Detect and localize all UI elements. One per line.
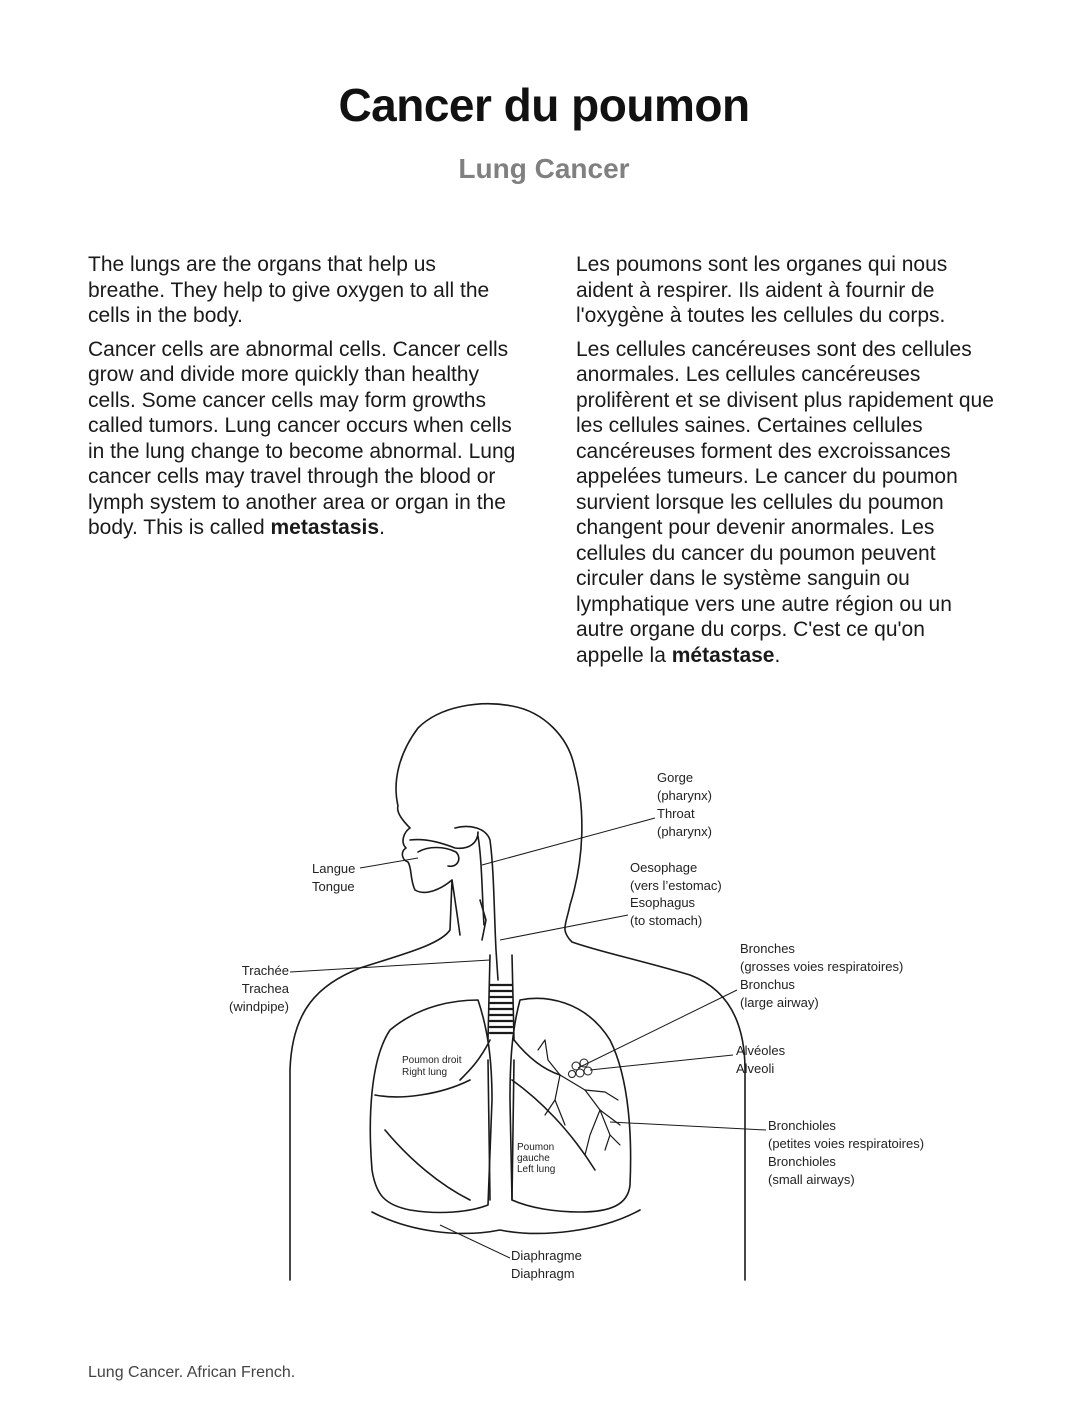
label-bronchioles-en: Bronchioles	[768, 1154, 836, 1169]
label-diaphragm-en: Diaphragm	[511, 1266, 575, 1281]
english-paragraph-2	[88, 337, 518, 541]
label-bronchioles-fr-sub: (petites voies respiratoires)	[768, 1136, 925, 1151]
label-esophagus-en-sub: (to stomach)	[630, 913, 703, 928]
page-subtitle: Lung Cancer	[458, 153, 630, 184]
label-alveoli-en: Alveoli	[736, 1061, 775, 1076]
french-paragraph-2-text: Les cellules cancéreuses sont des cellules anormales. Les cellules cancéreuses prolifèrent et se divisent plus rapidement que les cellules saines. Certaines cellules cancéreuses forment des excroissances appelées tumeurs. Le cancer du poumon survient lorsque les cellules du poumon changent pour devenir anormales. Les cellules du cancer du poumon peuvent circuler dans le système sanguin ou lymphatique vers une autre région ou un autre organe du corps. C'est ce qu'on appelle la	[576, 337, 994, 667]
label-right-lung-fr: Poumon droit	[402, 1055, 462, 1066]
label-right-lung-en: Right lung	[402, 1067, 448, 1078]
label-diaphragm-fr: Diaphragme	[511, 1248, 582, 1263]
label-bronchioles-en-sub: (small airways)	[768, 1172, 855, 1187]
label-alveoli-fr: Alvéoles	[736, 1043, 786, 1058]
label-trachea-fr: Trachée	[241, 963, 289, 978]
left-lung-outline	[510, 998, 631, 1212]
french-term-metastase: métastase	[671, 643, 775, 667]
page-title: Cancer du poumon	[338, 79, 750, 131]
label-bronchi-fr: Bronches	[740, 941, 795, 956]
french-paragraph-1: Les poumons sont les organes qui nous aident à respirer. Ils aident à fournir de l'oxygène à toutes les cellules du corps.	[576, 253, 948, 327]
label-throat-en-sub: (pharynx)	[657, 824, 712, 839]
diaphragm-outline	[372, 1210, 640, 1233]
label-bronchi-en: Bronchus	[740, 977, 795, 992]
label-throat-fr: Gorge	[657, 770, 694, 785]
label-esophagus-fr-sub: (vers l’estomac)	[630, 878, 722, 893]
bronchus-left	[514, 1040, 560, 1075]
page-footer: Lung Cancer. African French.	[88, 1364, 296, 1381]
english-paragraph-2-text: Cancer cells are abnormal cells. Cancer cells grow and divide more quickly than healthy cells. Some cancer cells may form growths called tumors. Lung cancer occurs when cells in the lung change to become abnormal. Lung cancer cells may travel through the blood or lymph system to another area or organ in the body. This is called	[88, 337, 516, 539]
label-throat-fr-sub: (pharynx)	[657, 788, 712, 803]
label-left-lung-fr-1: Poumon	[517, 1142, 555, 1153]
pharynx-outline	[455, 827, 498, 981]
right-lung-outline	[370, 1000, 492, 1212]
label-bronchi-en-sub: (large airway)	[740, 995, 819, 1010]
label-trachea-en: Trachea	[241, 981, 289, 996]
bronchus-right	[460, 1040, 490, 1080]
neck-line	[452, 880, 460, 935]
label-tongue-fr: Langue	[312, 861, 356, 876]
label-bronchioles-fr: Bronchioles	[768, 1118, 836, 1133]
label-esophagus-fr: Oesophage	[630, 860, 698, 875]
label-left-lung-fr-2: gauche	[517, 1153, 550, 1164]
trachea-rings	[490, 985, 512, 1033]
right-lung-fissure-2	[385, 1130, 470, 1200]
right-lung-fissure-1	[375, 1080, 470, 1097]
bronchiole-tree	[538, 1040, 620, 1155]
english-paragraph-1: The lungs are the organs that help us breathe. They help to give oxygen to all the cells in the body.	[88, 253, 490, 327]
label-tongue-en: Tongue	[312, 879, 355, 894]
alveoli-cluster	[569, 1059, 593, 1078]
english-paragraph-2-end: .	[379, 516, 385, 539]
label-trachea-en-sub: (windpipe)	[229, 999, 289, 1014]
french-paragraph-2-end: .	[774, 643, 781, 667]
french-paragraph-2	[576, 337, 996, 669]
oral-cavity	[410, 832, 478, 848]
respiratory-system-diagram	[0, 690, 1088, 1290]
label-bronchi-fr-sub: (grosses voies respiratoires)	[740, 959, 904, 974]
english-column	[88, 252, 518, 549]
label-left-lung-en: Left lung	[517, 1164, 556, 1175]
english-term-metastasis: metastasis	[270, 516, 380, 539]
label-esophagus-en: Esophagus	[630, 895, 696, 910]
label-throat-en: Throat	[657, 806, 695, 821]
tongue-outline	[418, 848, 459, 867]
french-column	[576, 252, 996, 676]
